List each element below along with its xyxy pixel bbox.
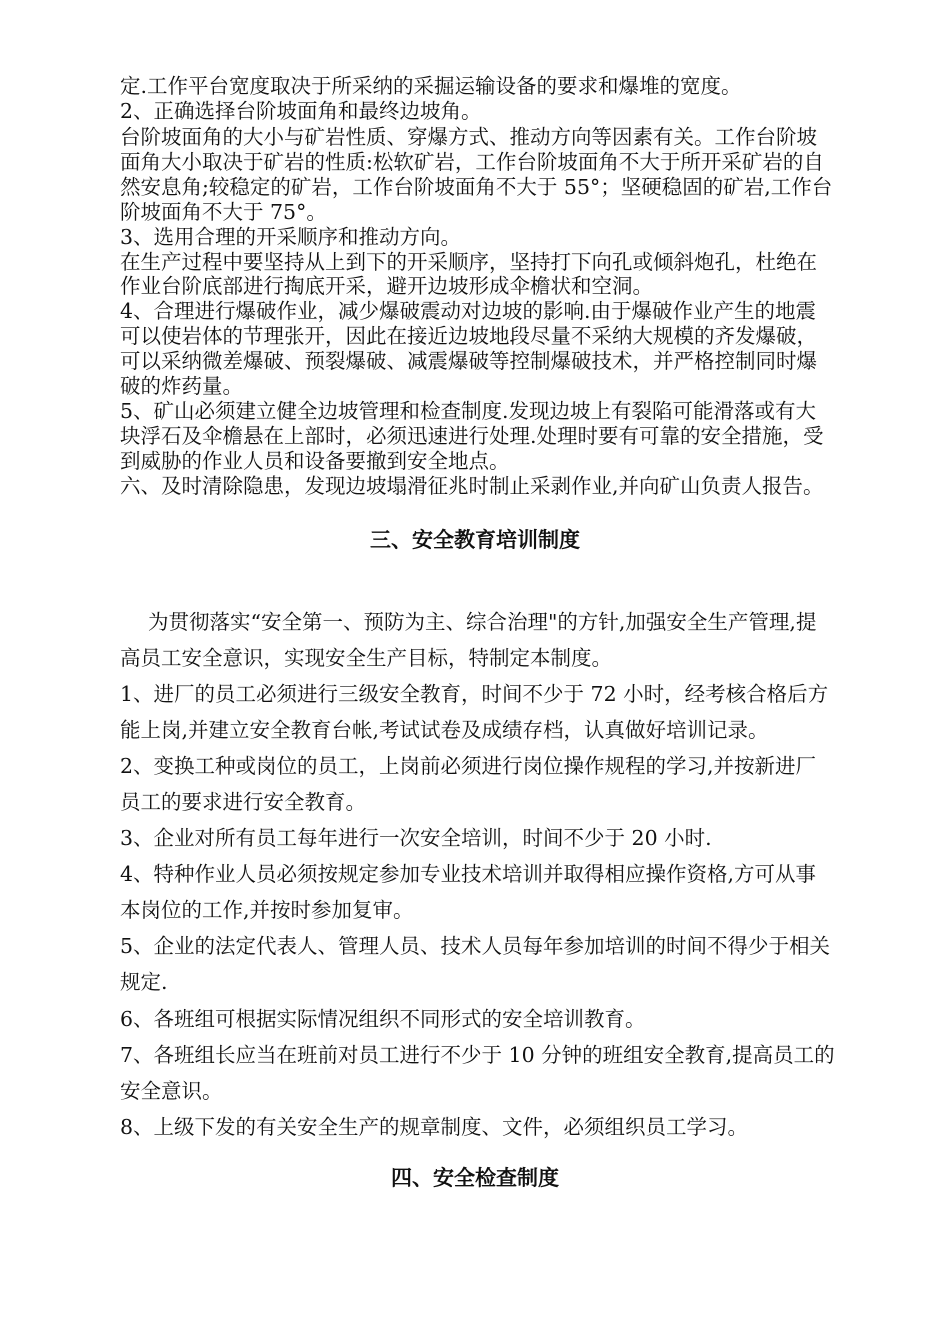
text-line: 规定. bbox=[120, 970, 168, 994]
text-line: 作业台阶底部进行掏底开采，避开边坡形成伞檐状和空洞。 bbox=[120, 274, 653, 298]
text-line: 2、变换工种或岗位的员工，上岗前必须进行岗位操作规程的学习,并按新进厂 bbox=[120, 754, 817, 778]
text-line: 六、及时清除隐患，发现边坡塌滑征兆时制止采剥作业,并向矿山负责人报告。 bbox=[120, 474, 824, 498]
text-line: 2、正确选择台阶坡面角和最终边坡角。 bbox=[120, 99, 482, 123]
text-line: 高员工安全意识，实现安全生产目标，特制定本制度。 bbox=[120, 646, 612, 670]
text-line: 可以使岩体的节理张开，因此在接近边坡地段尽量不采纳大规模的齐发爆破， bbox=[120, 324, 817, 348]
text-line: 7、各班组长应当在班前对员工进行不少于 10 分钟的班组安全教育,提高员工的 bbox=[120, 1043, 835, 1067]
text-line: 4、合理进行爆破作业，减少爆破震动对边坡的影响.由于爆破作业产生的地震 bbox=[120, 299, 817, 323]
text-line: 然安息角;较稳定的矿岩，工作台阶坡面角不大于 55°；坚硬稳固的矿岩,工作台 bbox=[120, 175, 833, 199]
text-line: 破的炸药量。 bbox=[120, 374, 243, 398]
text-line: 3、选用合理的开采顺序和推动方向。 bbox=[120, 225, 462, 249]
text-line: 8、上级下发的有关安全生产的规章制度、文件，必须组织员工学习。 bbox=[120, 1115, 749, 1139]
text-line: 员工的要求进行安全教育。 bbox=[120, 790, 366, 814]
section-heading: 四、安全检查制度 bbox=[391, 1166, 559, 1190]
text-line: 为贯彻落实“安全第一、预防为主、综合治理"的方针,加强安全生产管理,提 bbox=[148, 610, 817, 634]
text-line: 3、企业对所有员工每年进行一次安全培训，时间不少于 20 小时. bbox=[120, 826, 712, 850]
text-line: 5、矿山必须建立健全边坡管理和检查制度.发现边坡上有裂陷可能滑落或有大 bbox=[120, 399, 817, 423]
text-line: 本岗位的工作,并按时参加复审。 bbox=[120, 898, 414, 922]
text-line: 面角大小取决于矿岩的性质:松软矿岩，工作台阶坡面角不大于所开采矿岩的自 bbox=[120, 150, 824, 174]
text-line: 在生产过程中要坚持从上到下的开采顺序，坚持打下向孔或倾斜炮孔，杜绝在 bbox=[120, 250, 817, 274]
text-line: 可以采纳微差爆破、预裂爆破、减震爆破等控制爆破技术，并严格控制同时爆 bbox=[120, 349, 817, 373]
text-line: 4、特种作业人员必须按规定参加专业技术培训并取得相应操作资格,方可从事 bbox=[120, 862, 817, 886]
text-line: 块浮石及伞檐悬在上部时，必须迅速进行处理.处理时要有可靠的安全措施，受 bbox=[120, 424, 824, 448]
text-line: 阶坡面角不大于 75°。 bbox=[120, 200, 327, 224]
section-heading: 三、安全教育培训制度 bbox=[370, 528, 580, 552]
text-line: 能上岗,并建立安全教育台帐,考试试卷及成绩存档，认真做好培训记录。 bbox=[120, 718, 769, 742]
text-line: 台阶坡面角的大小与矿岩性质、穿爆方式、推动方向等因素有关。工作台阶坡 bbox=[120, 125, 817, 149]
text-line: 5、企业的法定代表人、管理人员、技术人员每年参加培训的时间不得少于相关 bbox=[120, 934, 831, 958]
text-line: 安全意识。 bbox=[120, 1079, 223, 1103]
text-line: 6、各班组可根据实际情况组织不同形式的安全培训教育。 bbox=[120, 1007, 646, 1031]
text-line: 到威胁的作业人员和设备要撤到安全地点。 bbox=[120, 449, 510, 473]
text-line: 定.工作平台宽度取决于所采纳的采掘运输设备的要求和爆堆的宽度。 bbox=[120, 74, 742, 98]
text-line: 1、进厂的员工必须进行三级安全教育，时间不少于 72 小时，经考核合格后方 bbox=[120, 682, 829, 706]
